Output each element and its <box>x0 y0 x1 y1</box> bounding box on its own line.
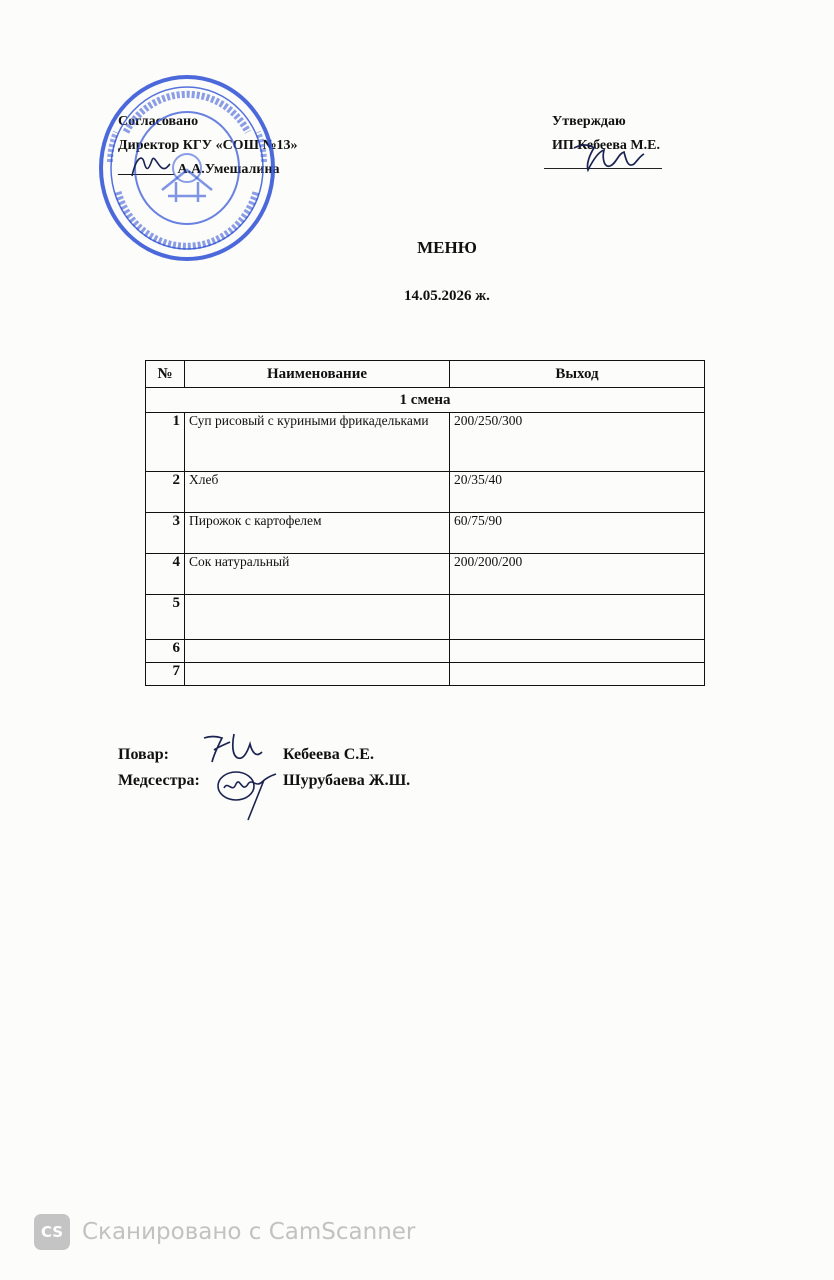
row-name <box>185 663 450 686</box>
row-output <box>450 663 705 686</box>
cook-signature-icon <box>200 728 270 768</box>
row-output: 200/200/200 <box>450 554 705 595</box>
shift-label: 1 смена <box>146 388 705 413</box>
cook-name: Кебеева С.Е. <box>283 746 374 763</box>
row-num: 7 <box>146 663 185 686</box>
table-row <box>146 595 705 640</box>
row-name: Хлеб <box>185 472 450 513</box>
approval-right <box>552 110 752 169</box>
row-name: Суп рисовый с куриными фрикадельками <box>185 413 450 472</box>
row-name: Пирожок с картофелем <box>185 513 450 554</box>
approval-right-line1: Утверждаю <box>552 114 626 129</box>
approval-right-line2: ИП Кебеева М.Е. <box>552 138 660 153</box>
cook-label: Повар: <box>118 746 169 763</box>
row-num: 6 <box>146 640 185 663</box>
row-name: Сок натуральный <box>185 554 450 595</box>
row-num: 4 <box>146 554 185 595</box>
row-num: 1 <box>146 413 185 472</box>
row-num: 5 <box>146 595 185 640</box>
table-row <box>146 413 705 472</box>
table-header-row <box>146 361 705 388</box>
row-output: 20/35/40 <box>450 472 705 513</box>
row-num: 3 <box>146 513 185 554</box>
table-row <box>146 472 705 513</box>
document-title: МЕНЮ <box>417 238 477 257</box>
row-output: 200/250/300 <box>450 413 705 472</box>
official-stamp-icon <box>96 72 278 264</box>
row-name <box>185 595 450 640</box>
nurse-name: Шурубаева Ж.Ш. <box>283 772 411 789</box>
nurse-signature-icon <box>214 764 280 822</box>
table-row <box>146 640 705 663</box>
camscanner-logo-icon: CS <box>34 1214 70 1250</box>
row-num: 2 <box>146 472 185 513</box>
header-num: № <box>146 361 185 388</box>
approval-sign-line <box>544 158 662 169</box>
table-row <box>146 554 705 595</box>
menu-table <box>145 360 705 686</box>
row-name <box>185 640 450 663</box>
table-row <box>146 663 705 686</box>
header-output: Выход <box>450 361 705 388</box>
nurse-label: Медсестра: <box>118 772 200 789</box>
row-output <box>450 640 705 663</box>
header-name: Наименование <box>185 361 450 388</box>
watermark-text: Сканировано с CamScanner <box>82 1219 416 1245</box>
row-output: 60/75/90 <box>450 513 705 554</box>
approval-left-line2: Директор КГУ «СОШ №13» <box>118 138 298 153</box>
approval-left-line1: Согласовано <box>118 114 199 129</box>
approval-left-line3: ________ А.А.Умешалина <box>118 162 280 177</box>
camscanner-watermark <box>34 1212 415 1252</box>
document-date: 14.05.2026 ж. <box>404 288 490 304</box>
nurse-line <box>118 772 411 790</box>
table-row <box>146 513 705 554</box>
row-output <box>450 595 705 640</box>
cook-line <box>118 746 374 764</box>
shift-row <box>146 388 705 413</box>
